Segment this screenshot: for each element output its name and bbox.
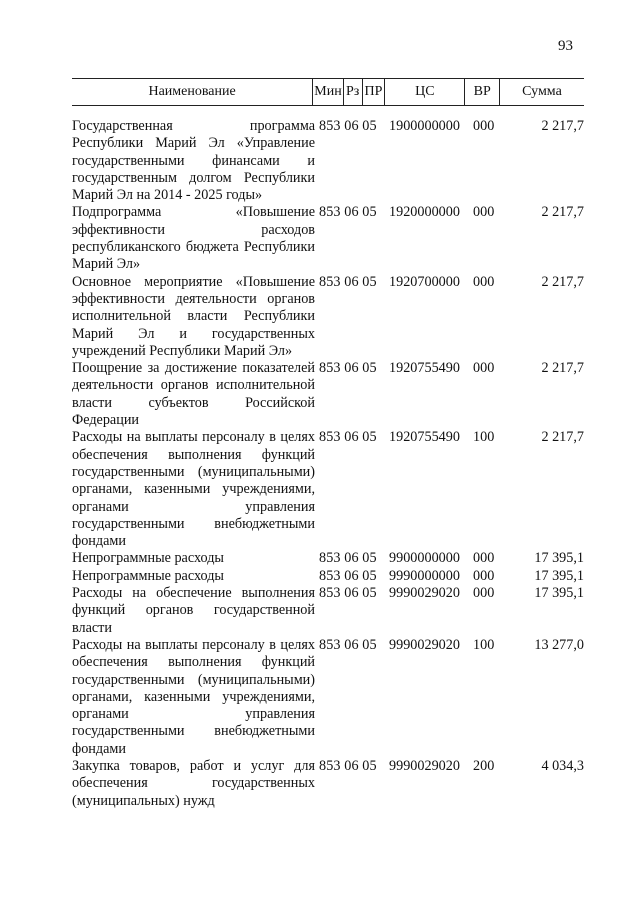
table-header bbox=[72, 78, 584, 106]
row-sum: 2 217,7 bbox=[541, 118, 584, 134]
table-row bbox=[72, 274, 584, 360]
row-vr: 100 bbox=[473, 429, 495, 446]
row-codes bbox=[315, 585, 387, 602]
row-sum: 2 217,7 bbox=[541, 360, 584, 377]
row-sum: 2 217,7 bbox=[541, 273, 584, 290]
row-pr: 05 bbox=[362, 429, 377, 446]
row-rz: 06 bbox=[344, 118, 359, 134]
column-header-cs: ЦС bbox=[385, 79, 465, 105]
table-row bbox=[72, 204, 584, 273]
row-min: 853 bbox=[319, 118, 341, 134]
row-min: 853 bbox=[319, 567, 341, 584]
row-min: 853 bbox=[319, 204, 341, 221]
row-vr: 000 bbox=[473, 273, 495, 290]
row-vr: 000 bbox=[473, 204, 495, 221]
row-codes bbox=[315, 637, 387, 654]
row-min: 853 bbox=[319, 757, 341, 774]
row-rz: 06 bbox=[344, 204, 359, 221]
row-vr: 000 bbox=[473, 118, 495, 134]
row-name: Поощрение за достижение показателей деятельности органов исполнительной власти субъектов Российской Федерации bbox=[72, 360, 315, 429]
row-cs: 1920000000 bbox=[389, 204, 460, 221]
row-rz: 06 bbox=[344, 550, 359, 567]
row-cs: 1920700000 bbox=[389, 273, 460, 290]
table-row bbox=[72, 585, 584, 637]
row-name: Подпрограмма «Повышение эффективности расходов республиканского бюджета Республики Марий Эл» bbox=[72, 204, 315, 273]
table-row bbox=[72, 118, 584, 204]
row-sum: 17 395,1 bbox=[534, 585, 584, 602]
row-codes bbox=[315, 204, 387, 221]
row-codes bbox=[315, 568, 387, 585]
row-codes bbox=[315, 118, 387, 135]
row-pr: 05 bbox=[362, 550, 377, 567]
row-rz: 06 bbox=[344, 273, 359, 290]
row-sum: 17 395,1 bbox=[534, 567, 584, 584]
row-codes bbox=[315, 274, 387, 291]
row-sum: 2 217,7 bbox=[541, 204, 584, 221]
row-name: Расходы на выплаты персоналу в целях обеспечения выполнения функций государственными (муниципальными) органами, казенными учреждениями, органами управления государственными внебюджетными фондами bbox=[72, 429, 315, 550]
row-rz: 06 bbox=[344, 636, 359, 653]
column-header-sum: Сумма bbox=[522, 84, 562, 99]
table-row bbox=[72, 568, 584, 585]
row-min: 853 bbox=[319, 273, 341, 290]
row-cs: 1920755490 bbox=[389, 360, 460, 377]
row-cs: 9990029020 bbox=[389, 636, 460, 653]
row-rz: 06 bbox=[344, 567, 359, 584]
row-pr: 05 bbox=[362, 273, 377, 290]
row-name: Государственная программа Республики Марий Эл «Управление государственными финансами и государственным долгом Республики Марий Эл на 2014 - 2025 годы» bbox=[72, 118, 315, 204]
table-row bbox=[72, 550, 584, 567]
table-row bbox=[72, 637, 584, 758]
column-header-name: Наименование bbox=[72, 79, 313, 105]
row-sum: 17 395,1 bbox=[534, 550, 584, 567]
table-row bbox=[72, 429, 584, 550]
row-codes bbox=[315, 758, 387, 775]
row-sum: 4 034,3 bbox=[541, 757, 584, 774]
row-pr: 05 bbox=[362, 585, 377, 602]
row-vr: 200 bbox=[473, 757, 495, 774]
row-sum: 2 217,7 bbox=[541, 429, 584, 446]
column-header-vr: ВР bbox=[465, 79, 500, 105]
row-pr: 05 bbox=[362, 636, 377, 653]
row-min: 853 bbox=[319, 429, 341, 446]
row-sum: 13 277,0 bbox=[534, 636, 584, 653]
row-min: 853 bbox=[319, 550, 341, 567]
row-rz: 06 bbox=[344, 429, 359, 446]
row-name: Закупка товаров, работ и услуг для обеспечения государственных (муниципальных) нужд bbox=[72, 757, 315, 809]
row-vr: 000 bbox=[473, 585, 495, 602]
row-name: Основное мероприятие «Повышение эффективности деятельности органов исполнительной власти Республики Марий Эл и государственных учреждений Республики Марий Эл» bbox=[72, 273, 315, 359]
row-codes bbox=[315, 550, 387, 567]
table-body bbox=[72, 118, 584, 810]
row-min: 853 bbox=[319, 636, 341, 653]
row-name: Непрограммные расходы bbox=[72, 567, 224, 584]
row-vr: 100 bbox=[473, 636, 495, 653]
row-rz: 06 bbox=[344, 360, 359, 377]
row-cs: 9990000000 bbox=[389, 567, 460, 584]
table-row bbox=[72, 758, 584, 810]
page-number: 93 bbox=[558, 38, 573, 54]
row-min: 853 bbox=[319, 360, 341, 377]
row-pr: 05 bbox=[362, 204, 377, 221]
table-row bbox=[72, 360, 584, 429]
row-name: Непрограммные расходы bbox=[72, 550, 224, 567]
row-vr: 000 bbox=[473, 360, 495, 377]
column-header-rz: Рз bbox=[344, 79, 363, 105]
row-codes bbox=[315, 429, 387, 446]
row-name: Расходы на обеспечение выполнения функций органов государственной власти bbox=[72, 585, 315, 636]
row-pr: 05 bbox=[362, 118, 377, 134]
row-cs: 9990029020 bbox=[389, 585, 460, 602]
row-vr: 000 bbox=[473, 550, 495, 567]
row-rz: 06 bbox=[344, 585, 359, 602]
row-pr: 05 bbox=[362, 567, 377, 584]
header-row bbox=[72, 78, 584, 106]
row-cs: 1920755490 bbox=[389, 429, 460, 446]
row-cs: 9990029020 bbox=[389, 757, 460, 774]
row-codes bbox=[315, 360, 387, 377]
row-rz: 06 bbox=[344, 757, 359, 774]
row-cs: 9900000000 bbox=[389, 550, 460, 567]
row-cs: 1900000000 bbox=[389, 118, 460, 134]
row-pr: 05 bbox=[362, 757, 377, 774]
column-header-pr: ПР bbox=[363, 79, 386, 105]
row-vr: 000 bbox=[473, 567, 495, 584]
row-min: 853 bbox=[319, 585, 341, 602]
row-pr: 05 bbox=[362, 360, 377, 377]
column-header-min: Мин bbox=[313, 79, 344, 105]
row-name: Расходы на выплаты персоналу в целях обеспечения выполнения функций государственными (муниципальными) органами, казенными учреждениями, органами управления государственными внебюджетными фондами bbox=[72, 636, 315, 757]
